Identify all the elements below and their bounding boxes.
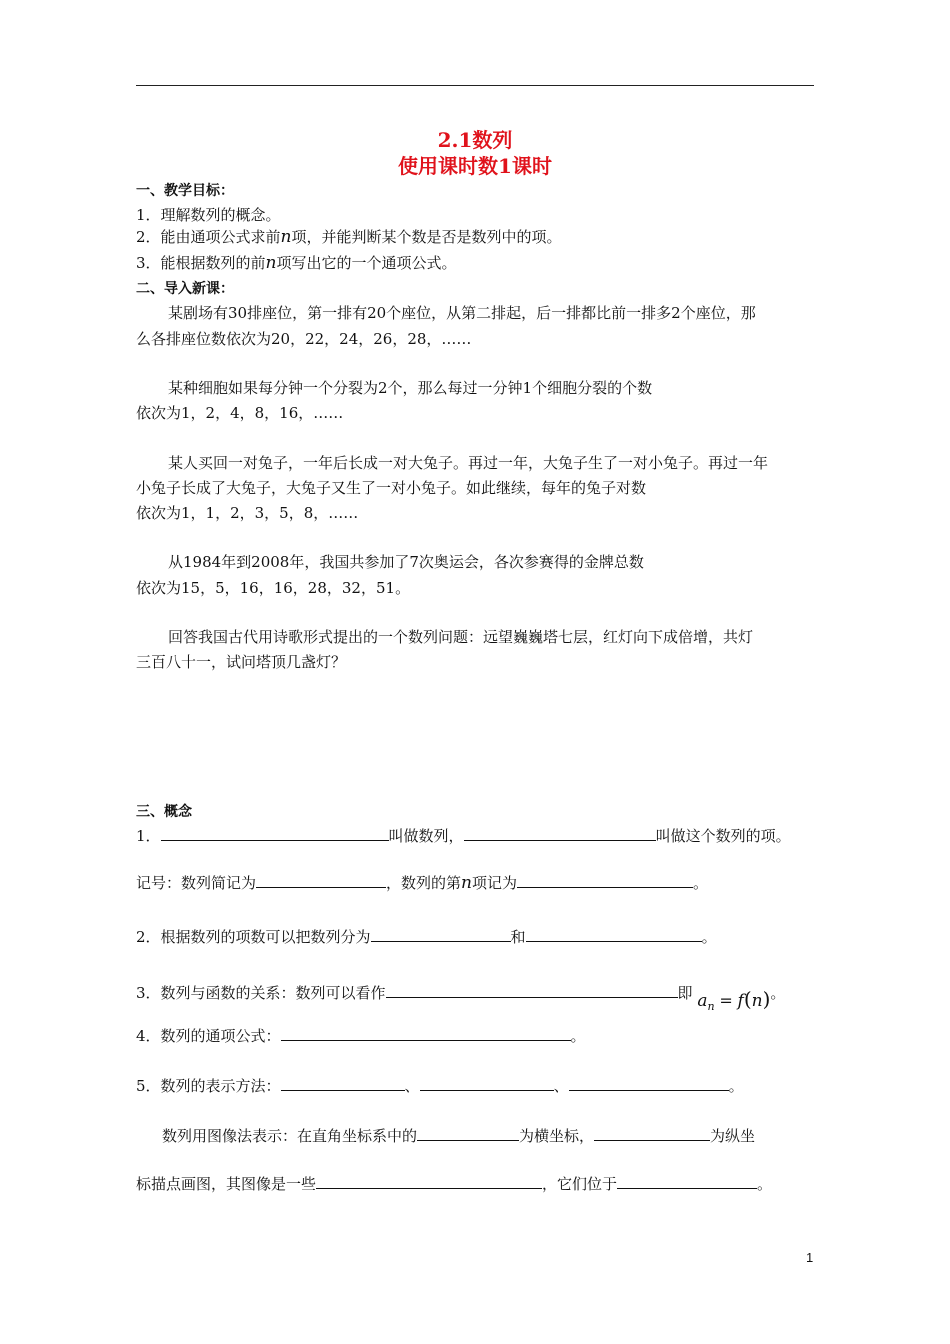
section-1-heading: 一、教学目标： [136,183,234,199]
blank-infinite-sequence[interactable] [526,927,702,942]
paragraph-pagoda-2: 三百八十一，试问塔顶几盏灯？ [136,653,347,671]
blank-method-1[interactable] [281,1076,405,1091]
blank-method-3[interactable] [569,1076,729,1091]
concept-line-1: 1． 叫做数列， 叫做这个数列的项。 [136,827,791,845]
concept-line-4: 4．数列的通项公式： 。 [136,1027,586,1045]
concept-notation: 记号：数列简记为 ，数列的第n项记为 。 [136,873,709,893]
paragraph-olympics-2: 依次为15，5，16，16，28，32，51。 [136,579,411,597]
concept-graph-line-1: 数列用图像法表示：在直角坐标系中的 为横坐标， 为纵坐 [162,1127,756,1145]
blank-nth-term-notation[interactable] [517,873,693,888]
blank-x-coordinate[interactable] [417,1126,519,1141]
formula-an-equals-fn: $a_n = f(n)$ [697,987,771,1013]
paragraph-seats-1: 某剧场有30排座位，第一排有20个座位，从第二排起，后一排都比前一排多2个座位，那 [168,304,756,322]
objective-1: 1．理解数列的概念。 [136,206,281,224]
objective-3: 3．能根据数列的前n项写出它的一个通项公式。 [136,253,457,273]
section-2-heading: 二、导入新课： [136,281,234,297]
blank-finite-sequence[interactable] [371,927,511,942]
blank-y-coordinate[interactable] [594,1126,710,1141]
blank-sequence-definition[interactable] [161,826,389,841]
paragraph-pagoda-1: 回答我国古代用诗歌形式提出的一个数列问题：远望巍巍塔七层，红灯向下成倍增，共灯 [168,628,754,646]
concept-line-3: 3．数列与函数的关系：数列可以看作 即 $a_n = f(n)$。 [136,984,786,1013]
blank-general-formula[interactable] [281,1026,571,1041]
page-number: 1 [806,1250,814,1265]
blank-function-relation[interactable] [386,983,678,998]
paragraph-rabbits-2: 小兔子长成了大兔子，大兔子又生了一对小兔子。如此继续，每年的兔子对数 [136,479,647,497]
blank-graph-shape[interactable] [316,1174,542,1189]
blank-term-definition[interactable] [464,826,656,841]
title-line-1: 2.1数列 [437,128,513,152]
section-3-heading: 三、概念 [136,804,192,820]
title-line-2: 使用课时数1课时 [398,154,552,178]
paragraph-olympics-1: 从1984年到2008年，我国共参加了7次奥运会，各次参赛得的金牌总数 [168,553,644,571]
blank-method-2[interactable] [420,1076,554,1091]
paragraph-rabbits-1: 某人买回一对兔子，一年后长成一对大兔子。再过一年，大兔子生了一对小兔子。再过一年 [168,454,769,472]
concept-line-5: 5．数列的表示方法： 、 、 。 [136,1077,744,1095]
concept-line-2: 2．根据数列的项数可以把数列分为 和 。 [136,928,717,946]
paragraph-cells-1: 某种细胞如果每分钟一个分裂为2个，那么每过一分钟1个细胞分裂的个数 [168,379,653,397]
blank-sequence-notation[interactable] [256,873,386,888]
paragraph-rabbits-3: 依次为1，1，2，3，5，8，…… [136,504,359,522]
concept-graph-line-2: 标描点画图，其图像是一些 ，它们位于 。 [136,1175,773,1193]
objective-2: 2．能由通项公式求前n项，并能判断某个数是否是数列中的项。 [136,227,562,247]
paragraph-seats-2: 么各排座位数依次为20，22，24，26，28，…… [136,330,472,348]
header-rule [136,85,814,86]
paragraph-cells-2: 依次为1，2，4，8，16，…… [136,404,344,422]
blank-graph-location[interactable] [617,1174,757,1189]
